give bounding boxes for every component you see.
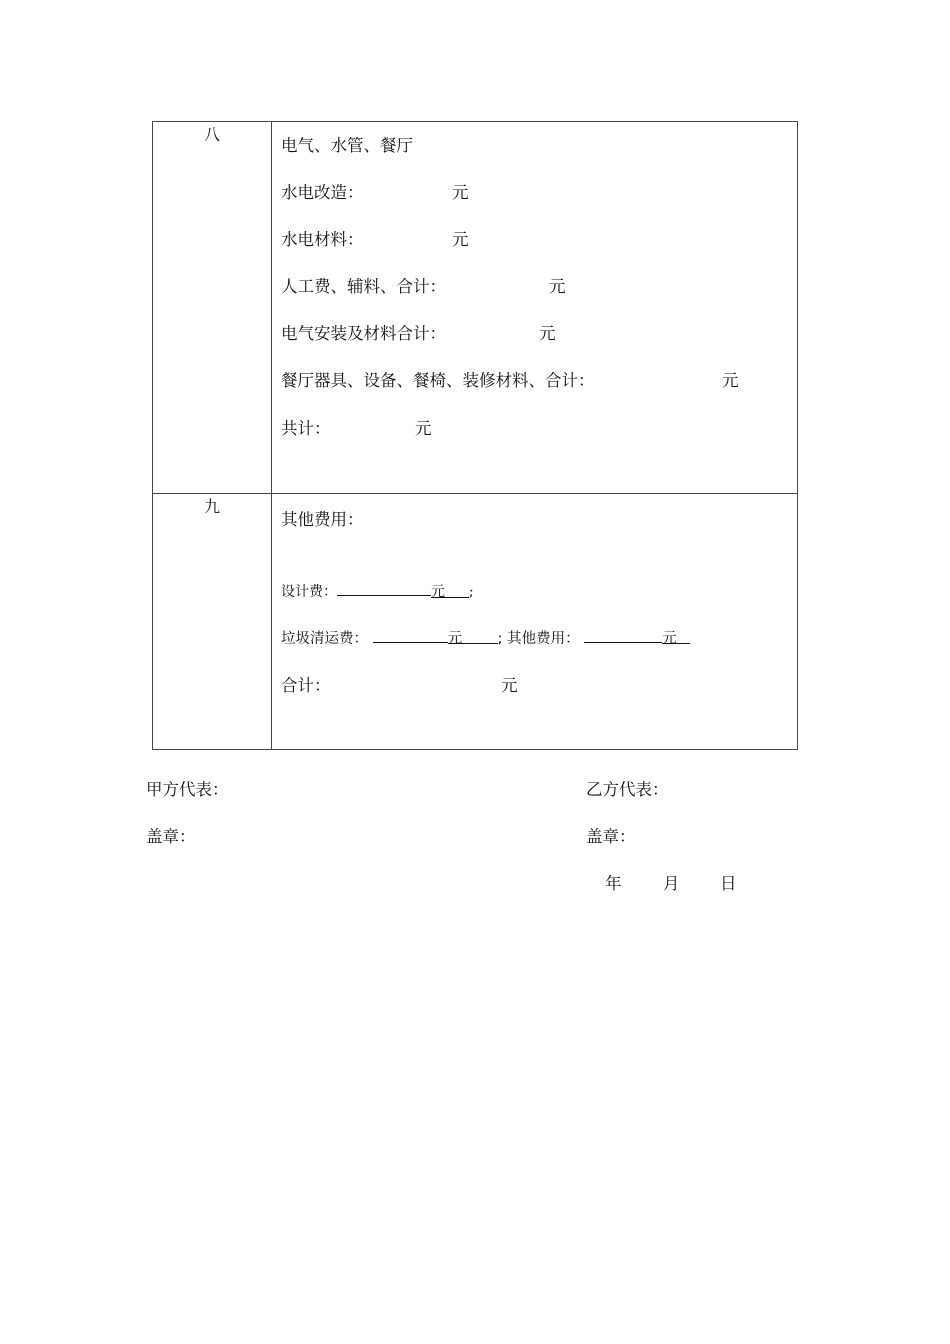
- design-fee-blank[interactable]: [337, 579, 431, 596]
- line-grand-total: [281, 415, 432, 439]
- garbage-fee-unit-underlined: [447, 627, 498, 647]
- unit-yuan: 元: [549, 277, 566, 296]
- date-day: 日: [720, 874, 737, 893]
- design-fee-label: 设计费：: [281, 584, 337, 600]
- line-label: 餐厅器具、设备、餐椅、装修材料、合计：: [281, 371, 595, 390]
- line-electrical-install: [281, 320, 556, 344]
- line-title: [281, 132, 413, 156]
- line-label: 电气安装及材料合计：: [281, 324, 446, 343]
- line-label: 人工费、辅料、合计：: [281, 277, 446, 296]
- unit-yuan: 元: [415, 419, 432, 438]
- unit-yuan: 元: [539, 324, 556, 343]
- line-water-electric-materials: [281, 226, 469, 250]
- other-fee-label: 其他费用：: [507, 631, 580, 647]
- line-water-electric-renovation: [281, 179, 469, 203]
- separator: ;: [497, 631, 508, 647]
- unit-yuan: 元: [722, 371, 739, 390]
- cost-table: [152, 121, 798, 750]
- line-label: 电气、水管、餐厅: [281, 136, 413, 155]
- unit-yuan: 元: [452, 230, 469, 249]
- line-restaurant-equipment: [281, 367, 739, 391]
- section-content-8: [272, 122, 798, 494]
- total-label: 合计：: [281, 676, 331, 695]
- semicolon: ;: [469, 584, 474, 600]
- line-section-9-total: [281, 672, 518, 696]
- line-garbage-other: [281, 626, 690, 648]
- line-label: 共计：: [281, 419, 331, 438]
- unit-yuan: 元: [452, 183, 469, 202]
- unit-yuan: 元: [501, 676, 518, 695]
- unit-yuan: 元: [662, 631, 677, 647]
- line-labor-auxiliary: [281, 273, 566, 297]
- section-number-9: 九: [153, 494, 272, 750]
- party-a-seal: 盖章：: [146, 827, 196, 846]
- garbage-fee-label: 垃圾清运费：: [281, 631, 368, 647]
- other-fees-title: 其他费用：: [281, 510, 364, 529]
- party-b-seal: 盖章：: [586, 827, 636, 846]
- line-label: 水电材料：: [281, 230, 364, 249]
- unit-yuan: 元: [431, 584, 445, 600]
- line-design-fee: [281, 579, 474, 601]
- section-number-8: 八: [153, 122, 272, 494]
- other-fee-unit-underlined: [662, 627, 690, 647]
- other-fee-blank[interactable]: [584, 626, 662, 643]
- section-content-9: [272, 494, 798, 750]
- unit-yuan: 元: [447, 631, 463, 647]
- section-row-8: [153, 122, 798, 494]
- date-year: 年: [605, 874, 622, 893]
- date-month: 月: [663, 874, 680, 893]
- section-row-9: [153, 494, 798, 750]
- design-fee-unit-underlined: [431, 581, 469, 598]
- party-b-representative: 乙方代表：: [586, 780, 669, 799]
- party-a-representative: 甲方代表：: [146, 780, 229, 799]
- garbage-fee-blank[interactable]: [373, 626, 448, 643]
- line-label: 水电改造：: [281, 183, 364, 202]
